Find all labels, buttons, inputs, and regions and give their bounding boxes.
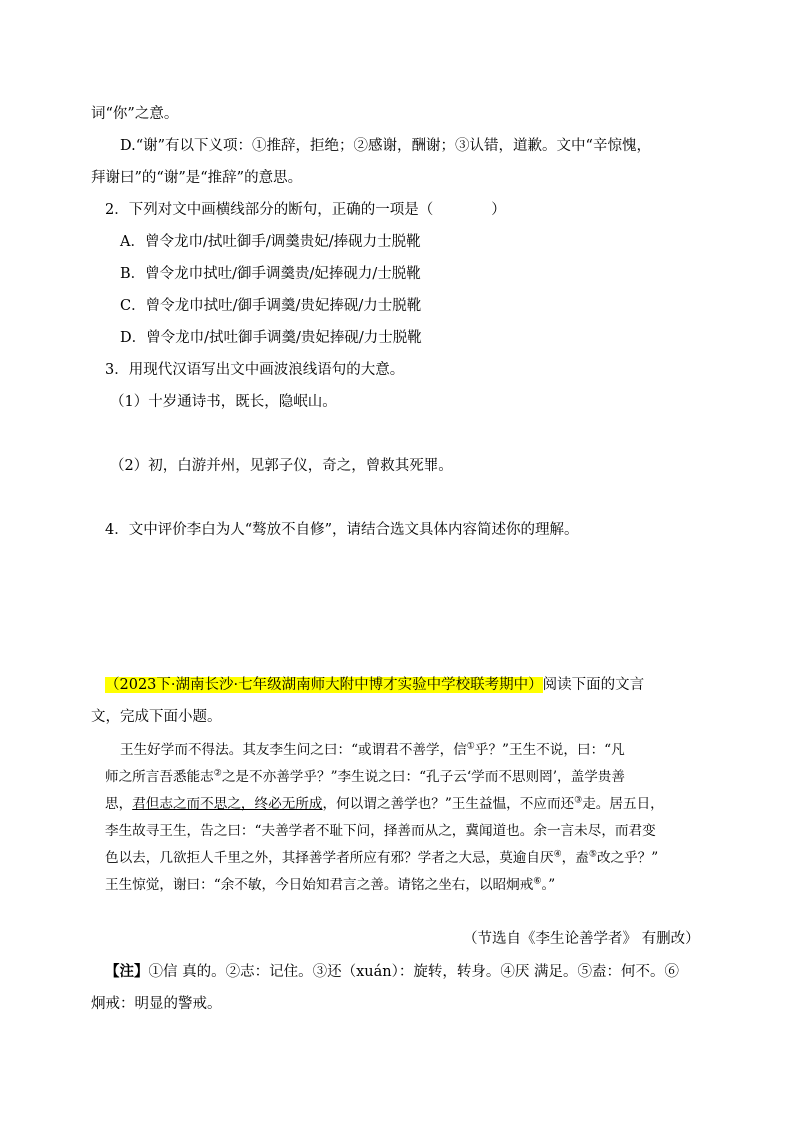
- passage-line-5: 色以去，几欲拒人千里之外，其择善学者所应有邪？学者之大忌，莫逾自厌④，盍⑤改之乎？”: [105, 849, 659, 866]
- note-mark-1: ①: [466, 741, 475, 752]
- passage-intro-line: [105, 675, 644, 695]
- note-label: 【注】: [105, 963, 149, 980]
- q2-option-d: D．曾令龙巾/拭吐御手调羹/贵妃捧砚/力士脱靴: [120, 330, 422, 346]
- note-mark-2: ②: [213, 768, 222, 779]
- passage-intro-line2: 文，完成下面小题。: [91, 709, 222, 725]
- underlined-sentence: 君但志之而不思之，终必无所成: [132, 796, 323, 812]
- q2-option-b: B．曾令龙巾拭吐/御手调羹贵/妃捧砚力/士脱靴: [120, 266, 421, 282]
- q3-stem: 3．用现代汉语写出文中画波浪线语句的大意。: [105, 362, 405, 378]
- passage-line-6: 王生惊觉，谢曰：“余不敏，今日始知君言之善。请铭之坐右，以昭炯戒⑥。”: [105, 876, 556, 893]
- q3-item-2: （2）初，白游并州，见郭子仪，奇之，曾救其死罪。: [110, 458, 453, 474]
- q2-option-a: A．曾令龙巾/拭吐御手/调羹贵妃/捧砚力士脱靴: [120, 234, 421, 250]
- q1-option-d-line1: D.“谢”有以下义项：①推辞，拒绝；②感谢，酬谢；③认错，道歉。文中“辛惊愧，: [120, 138, 651, 154]
- note-mark-3: ③: [574, 795, 583, 806]
- note-mark-5: ⑤: [588, 849, 597, 860]
- note-mark-6: ⑥: [533, 876, 542, 887]
- source-tag: （2023下·湖南长沙·七年级湖南师大附中博才实验中学校联考期中）: [105, 677, 543, 693]
- passage-intro-text: 阅读下面的文言: [542, 677, 645, 693]
- annotation-line-2: 炯戒：明显的警戒。: [91, 996, 222, 1012]
- source-citation: （节选自《李生论善学者》 有删改）: [463, 931, 700, 947]
- passage-line-4: 李生故寻王生，告之曰：“夫善学者不耻下问，择善而从之，冀闻道也。余一言未尽，而君变: [105, 823, 656, 839]
- note-mark-4: ④: [553, 849, 562, 860]
- q2-option-c: C．曾令龙巾拭吐/御手调羹/贵妃捧砚/力士脱靴: [120, 298, 422, 314]
- q1-option-d-line2: 拜谢曰”的“谢”是“推辞”的意思。: [91, 170, 303, 186]
- q1-continuation-line: 词“你”之意。: [91, 106, 179, 122]
- q4-stem: 4．文中评价李白为人“骜放不自修”，请结合选文具体内容简述你的理解。: [105, 522, 579, 538]
- q3-item-1: （1）十岁通诗书，既长，隐岷山。: [110, 394, 337, 410]
- passage-line-3: 思，君但志之而不思之，终必无所成，何以谓之善学也？”王生益愠，不应而还③走。居五日，: [105, 795, 664, 812]
- passage-line-2: 师之所言吾悉能志②之是不亦善学乎？”李生说之曰：“孔子云‘学而不思则罔’，盖学贵善: [105, 768, 625, 785]
- passage-line-1: 王生好学而不得法。其友李生问之曰：“或谓君不善学，信①乎？”王生不说，曰：“凡: [120, 741, 625, 758]
- annotation-line-1: 【注】①信 真的。②志：记住。③还（xuán）：旋转，转身。④厌 满足。⑤盍：何不。⑥: [105, 963, 679, 980]
- q2-stem: 2．下列对文中画横线部分的断句，正确的一项是（ ）: [105, 202, 506, 218]
